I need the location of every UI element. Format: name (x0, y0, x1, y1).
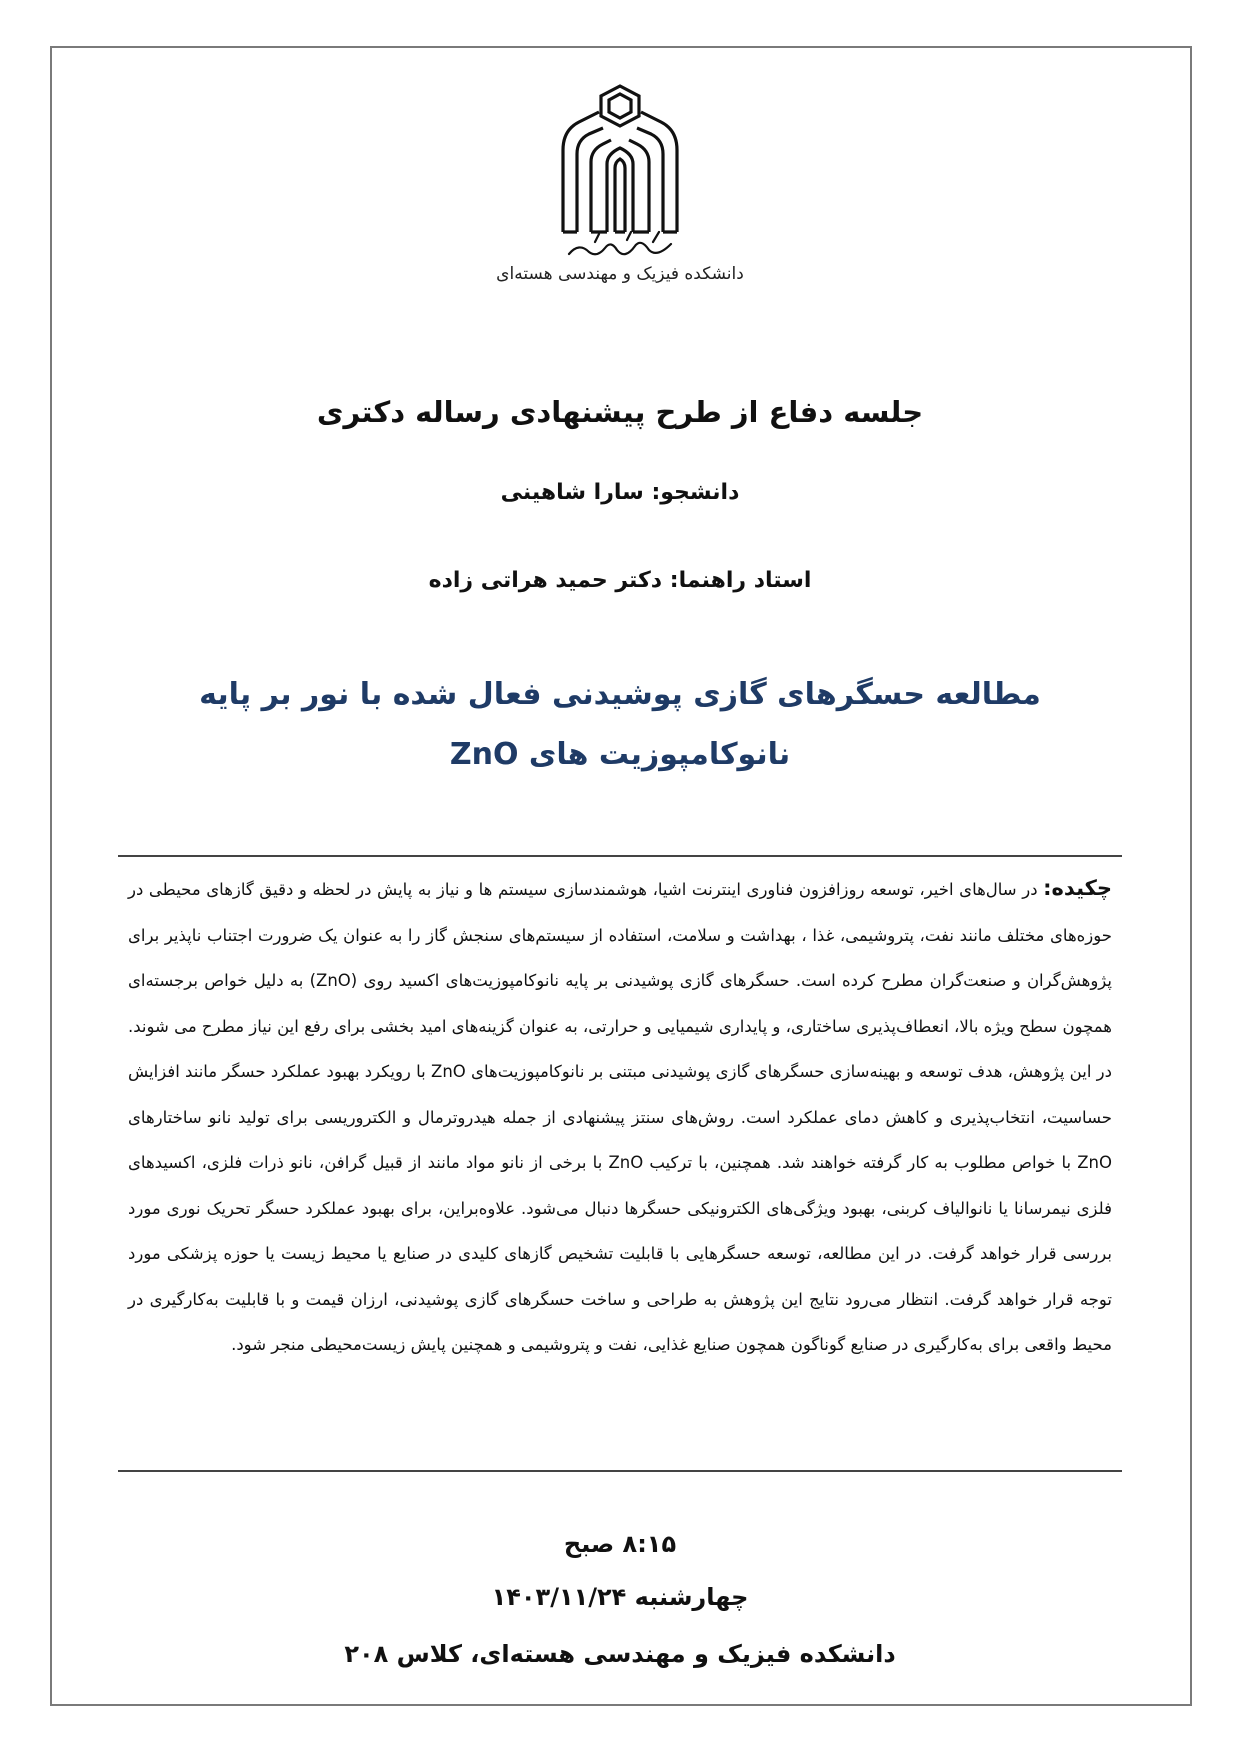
document-title: جلسه دفاع از طرح پیشنهادی رساله دکتری (316, 395, 924, 429)
divider-bottom (118, 1470, 1122, 1472)
event-location: دانشکده فیزیک و مهندسی هسته‌ای، کلاس ۲۰۸ (344, 1640, 896, 1668)
abstract-text: در سال‌های اخیر، توسعه روزافزون فناوری اینترنت اشیا، هوشمندسازی سیستم ها و نیاز به پایش در لحظه و دقیق گازهای محیطی در حوزه‌های مختلف مانند نفت، پتروشیمی، غذا ، بهداشت و سلامت، استفاده از سیستم‌های سنجش گاز را به عنوان یک ضرورت اجتناب ناپذیر برای پژوهش‌گران و صنعت‌گران مطرح کرده است. حسگرهای گازی پوشیدنی بر پایه نانوکامپوزیت‌های اکسید روی (ZnO) به دلیل خواص برجسته‌ای همچون سطح ویژه بالا، انعطاف‌پذیری ساختاری، و پایداری شیمیایی و حرارتی، به عنوان گزینه‌های امید بخشی برای رفع این نیاز مطرح می شوند. در این پژوهش، هدف توسعه و بهینه‌سازی حسگرهای گازی پوشیدنی مبتنی بر نانوکامپوزیت‌های ZnO با رویکرد بهبود عملکرد حسگر مانند افزایش حساسیت، انتخاب‌پذیری و کاهش دمای عملکرد است. روش‌های سنتز پیشنهادی از جمله هیدروترمال و الکتروریسی برای تولید نانو ساختارهای ZnO با خواص مطلوب به کار گرفته خواهند شد. همچنین، با ترکیب ZnO با برخی از نانو مواد مانند از قبیل گرافن، نانو ذرات فلزی، اکسیدهای فلزی نیمرسانا یا نانوالیاف کربنی، بهبود ویژگی‌های الکترونیکی حسگرها دنبال می‌شود. علاوه‌براین، برای بهبود عملکرد حسگر تحریک نوری مورد بررسی قرار خواهد گرفت. در این مطالعه، توسعه حسگرهایی با قابلیت تشخیص گازهای کلیدی در صنایع یا محیط زیست یا حوزه پزشکی مورد توجه قرار خواهد گرفت. انتظار می‌رود نتایج این پژوهش به طراحی و ساخت حسگرهای گازی پوشیدنی، ارزان قیمت و با قابلیت به‌کارگیری در محیط واقعی برای به‌کارگیری در صنایع گوناگون همچون صنایع غذایی، نفت و پتروشیمی و همچنین پایش زیست‌محیطی منجر شود. (127, 880, 1113, 1354)
event-date: چهارشنبه ۱۴۰۳/۱۱/۲۴ (491, 1583, 749, 1611)
abstract (128, 866, 1112, 1368)
advisor-label: استاد راهنما: (669, 568, 812, 593)
student-line (0, 480, 1240, 505)
thesis-title: مطالعه حسگرهای گازی پوشیدنی فعال شده با نور بر پایه نانوکامپوزیت های ZnO (199, 677, 1041, 772)
university-logo (555, 82, 685, 262)
faculty-name: دانشکده فیزیک و مهندسی هسته‌ای (496, 264, 744, 284)
abstract-label: چکیده: (1043, 876, 1112, 900)
student-label: دانشجو: (651, 480, 740, 505)
event-time: ۸:۱۵ صبح (563, 1530, 677, 1558)
student-name: سارا شاهینی (500, 480, 644, 505)
divider-top (118, 855, 1122, 857)
advisor-line (0, 568, 1240, 593)
advisor-name: دکتر حمید هراتی زاده (428, 568, 663, 593)
